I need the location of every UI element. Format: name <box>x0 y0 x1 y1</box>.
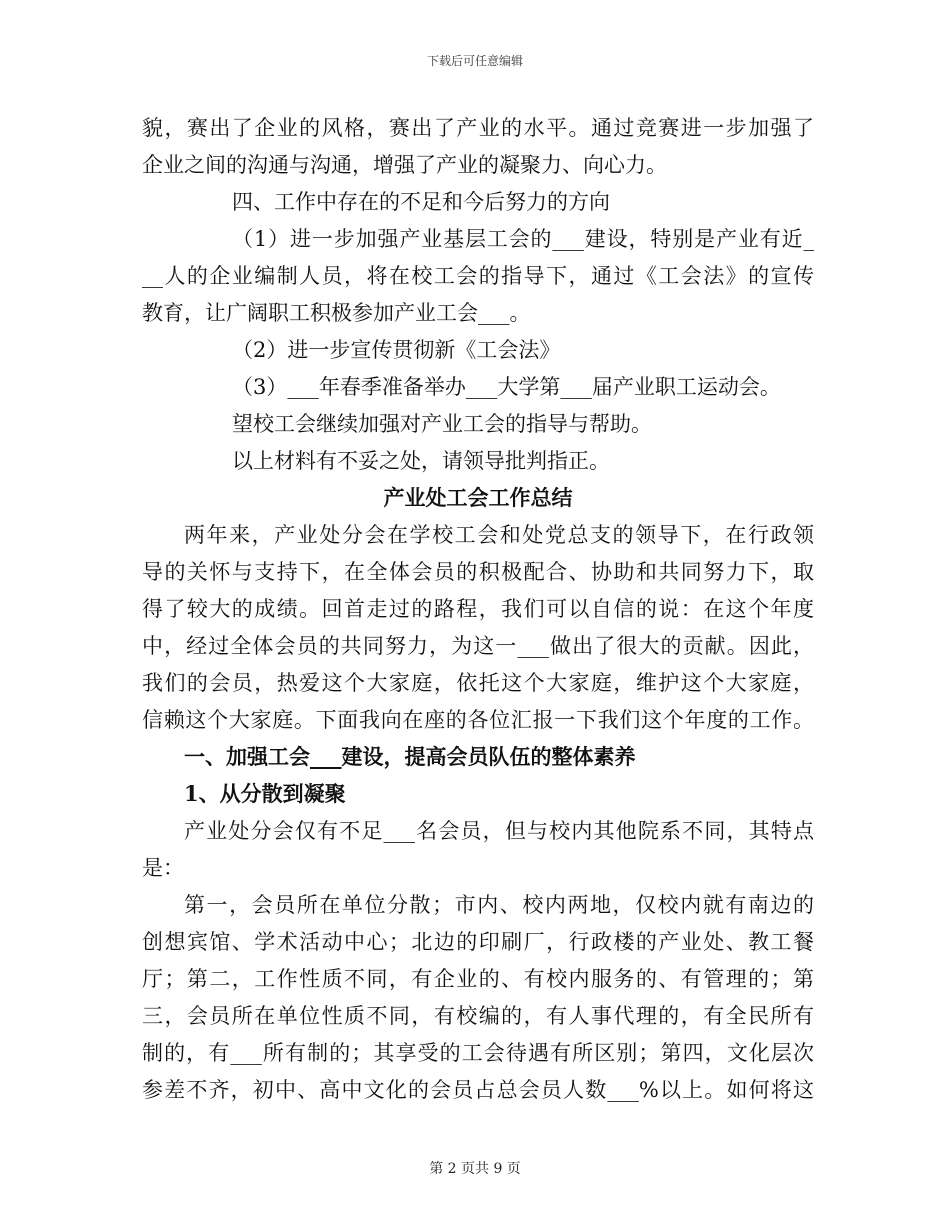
paragraph-line: 以上材料有不妥之处，请领导批判指正。 <box>232 449 610 473</box>
paragraph-line: 得了较大的成绩。回首走过的路程，我们可以自信的说：在这个年度 <box>142 597 814 621</box>
section-heading: 1、从分散到凝聚 <box>184 781 346 806</box>
paragraph-line: 三，会员所在单位性质不同，有校编的，有人事代理的，有全民所有 <box>142 1004 814 1028</box>
paragraph-line: 产业处分会仅有不足___名会员，但与校内其他院系不同，其特点 <box>184 819 814 843</box>
paragraph-line: 制的，有___所有制的；其享受的工会待遇有所区别；第四，文化层次 <box>142 1041 814 1065</box>
paragraph-line: 企业之间的沟通与沟通，增强了产业的凝聚力、向心力。 <box>142 153 667 177</box>
paragraph-line: （1）进一步加强产业基层工会的___建设，特别是产业有近_ <box>232 227 814 251</box>
paragraph-line: __人的企业编制人员，将在校工会的指导下，通过《工会法》的宣传 <box>142 264 814 288</box>
paragraph-line: 导的关怀与支持下，在全体会员的积极配合、协助和共同努力下，取 <box>142 560 814 584</box>
paragraph-line: 厅；第二，工作性质不同，有企业的、有校内服务的、有管理的；第 <box>142 967 814 991</box>
paragraph-line: 我们的会员，热爱这个大家庭，依托这个大家庭，维护这个大家庭， <box>142 671 814 695</box>
paragraph-line: 第一，会员所在单位分散；市内、校内两地，仅校内就有南边的 <box>184 893 814 917</box>
paragraph-line: （2）进一步宣传贯彻新《工会法》 <box>232 338 561 362</box>
paragraph-line: 教育，让广阔职工积极参加产业工会___。 <box>142 301 531 325</box>
paragraph-line: 参差不齐，初中、高中文化的会员占总会员人数___%以上。如何将这 <box>142 1078 814 1102</box>
paragraph-line: 中，经过全体会员的共同努力，为这一___做出了很大的贡献。因此， <box>142 634 814 658</box>
paragraph-line: 两年来，产业处分会在学校工会和处党总支的领导下，在行政领 <box>184 523 814 547</box>
paragraph-line: 望校工会继续加强对产业工会的指导与帮助。 <box>232 412 652 436</box>
section-heading: 一、加强工会___建设，提高会员队伍的整体素养 <box>184 744 636 769</box>
paragraph-line: 貌，赛出了企业的风格，赛出了产业的水平。通过竞赛进一步加强了 <box>142 116 814 140</box>
paragraph-line: 信赖这个大家庭。下面我向在座的各位汇报一下我们这个年度的工作。 <box>142 708 814 732</box>
page-header: 下载后可任意编辑 <box>426 54 523 68</box>
paragraph-line: （3）___年春季准备举办___大学第___届产业职工运动会。 <box>232 375 781 399</box>
section-title: 产业处工会工作总结 <box>383 485 573 510</box>
paragraph-line: 创想宾馆、学术活动中心；北边的印刷厂，行政楼的产业处、教工餐 <box>142 930 814 954</box>
page-footer: 第 2 页共 9 页 <box>429 1161 521 1177</box>
paragraph-line: 是： <box>142 856 184 880</box>
paragraph-line: 四、工作中存在的不足和今后努力的方向 <box>232 190 610 214</box>
